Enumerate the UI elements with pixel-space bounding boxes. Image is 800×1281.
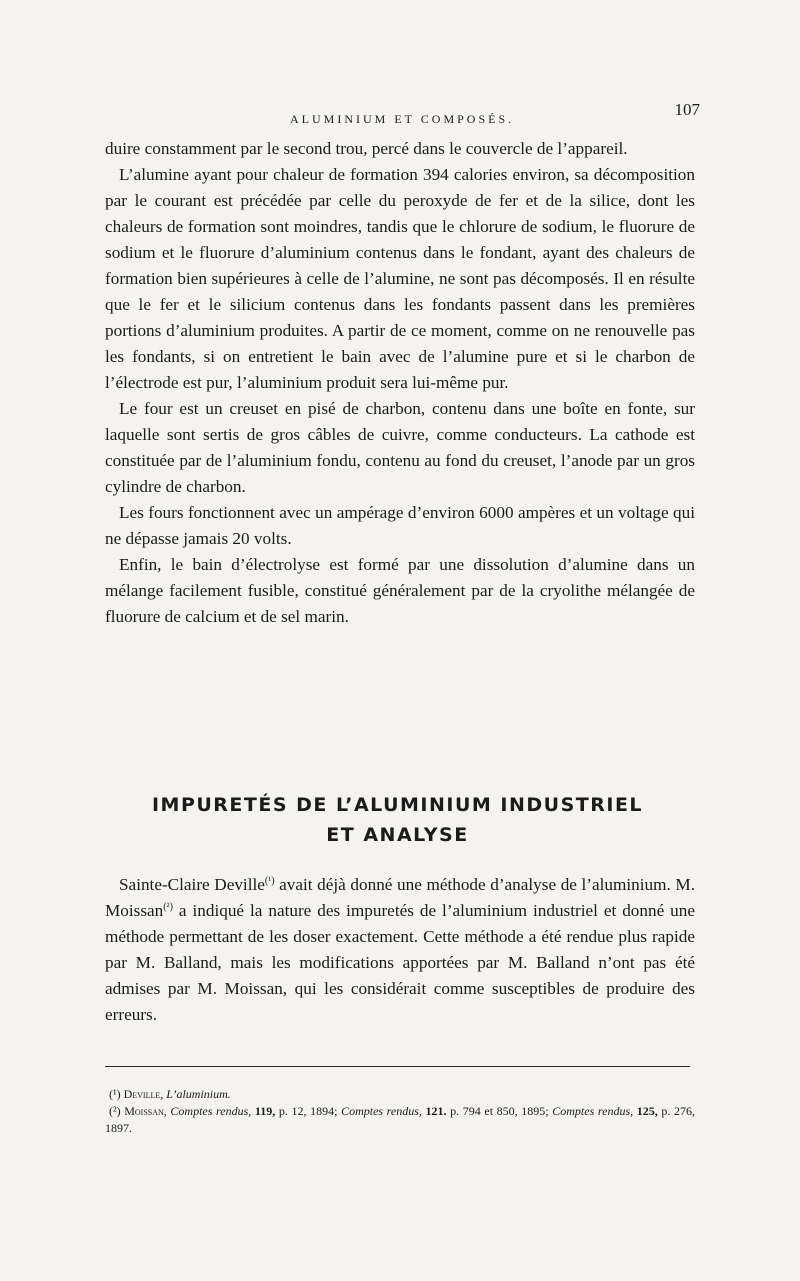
section-text xyxy=(105,872,695,1028)
page-number: 107 xyxy=(674,100,700,119)
footnote-2-journal-2: Comptes rendus, xyxy=(341,1104,422,1118)
footnote-2-rest-1: p. 12, 1894; xyxy=(275,1104,338,1118)
footnote-ref-1: (¹) xyxy=(264,875,275,887)
paragraph-amperage: Les fours fonctionnent avec un ampérage d’environ 6000 ampères et un voltage qui ne dépasse jamais 20 volts. xyxy=(105,503,695,548)
section-paragraph xyxy=(105,872,695,1028)
paragraph-electrolysis-bath: Enfin, le bain d’électrolyse est formé par une dissolution d’alumine dans un mélange facilement fusible, constitué généralement par de la cryolithe mélangée de fluorure de calcium et de sel marin. xyxy=(105,555,695,626)
footnote-1 xyxy=(105,1086,695,1103)
section-heading-line-2: ET ANALYSE xyxy=(326,824,469,846)
footnote-2-volume-2: 121. xyxy=(425,1104,447,1118)
paragraph-furnace: Le four est un creuset en pisé de charbon, contenu dans une boîte en fonte, sur laquelle sont sertis de gros câbles de cuivre, comme conducteurs. La cathode est constituée par de l’aluminium fondu, contenu au fond du creuset, l’anode par un gros cylindre de charbon. xyxy=(105,399,695,496)
footnote-2-author: Moissan, xyxy=(124,1104,167,1118)
footnote-2-journal-1: Comptes rendus, xyxy=(170,1104,252,1118)
paragraph-continuation: duire constamment par le second trou, percé dans le couvercle de l’appareil. xyxy=(105,139,628,158)
section-text-part-3: a indiqué la nature des impuretés de l’aluminium industriel et donné une méthode permettant de les doser exactement. Cette méthode a été rendue plus rapide par M. Balland, mais les modifications apportées par M. Balland n’ont pas été admises par M. Moissan, qui les considérait comme susceptibles de produire des erreurs. xyxy=(105,901,695,1024)
running-title: ALUMINIUM ET COMPOSÉS. xyxy=(290,112,515,126)
footnote-2-volume-3: 125, xyxy=(636,1104,658,1118)
footnote-1-author: Deville, xyxy=(123,1087,164,1101)
footnote-separator xyxy=(105,1066,690,1067)
page-header xyxy=(100,100,700,130)
footnote-2-rest-3: p. 276, 1897. xyxy=(105,1104,695,1135)
footnote-2-rest-2: p. 794 et 850, 1895; xyxy=(446,1104,549,1118)
section-heading-line-1: IMPURETÉS DE L’ALUMINIUM INDUSTRIEL xyxy=(151,794,644,816)
footnote-1-mark: (¹) xyxy=(109,1087,121,1101)
footnotes xyxy=(105,1086,695,1137)
body-text xyxy=(105,136,695,630)
footnote-1-title: L’aluminium. xyxy=(166,1087,231,1101)
footnote-2-volume-1: 119, xyxy=(254,1104,276,1118)
footnote-ref-2: (²) xyxy=(163,901,173,913)
footnote-2-mark: (²) xyxy=(109,1104,121,1118)
section-heading xyxy=(110,790,685,850)
footnote-2 xyxy=(105,1103,695,1137)
section-text-part-1: Sainte-Claire Deville xyxy=(119,875,265,894)
section-text-part-2: avait déjà donné une méthode d’analyse de l’aluminium. M. Moissan xyxy=(105,875,695,920)
footnote-2-journal-3: Comptes rendus, xyxy=(552,1104,634,1118)
paragraph-alumina-decomposition: L’alumine ayant pour chaleur de formation 394 calories environ, sa décomposition par le courant est précédée par celle du peroxyde de fer et de la silice, dont les chaleurs de formation sont moindres, tandis que le chlorure de sodium, le fluorure de sodium et le fluorure d’aluminium contenus dans le fondant, ayant des chaleurs de formation bien supérieures à celle de l’alumine, ne sont pas décomposés. Il en résulte que le fer et le silicium contenus dans les fondants passent dans les premières portions d’aluminium produites. A partir de ce moment, comme on ne renouvelle pas les fondants, si on entretient le bain avec de l’alumine pure et si le charbon de l’électrode est pur, l’aluminium produit sera lui-même pur. xyxy=(105,165,695,392)
